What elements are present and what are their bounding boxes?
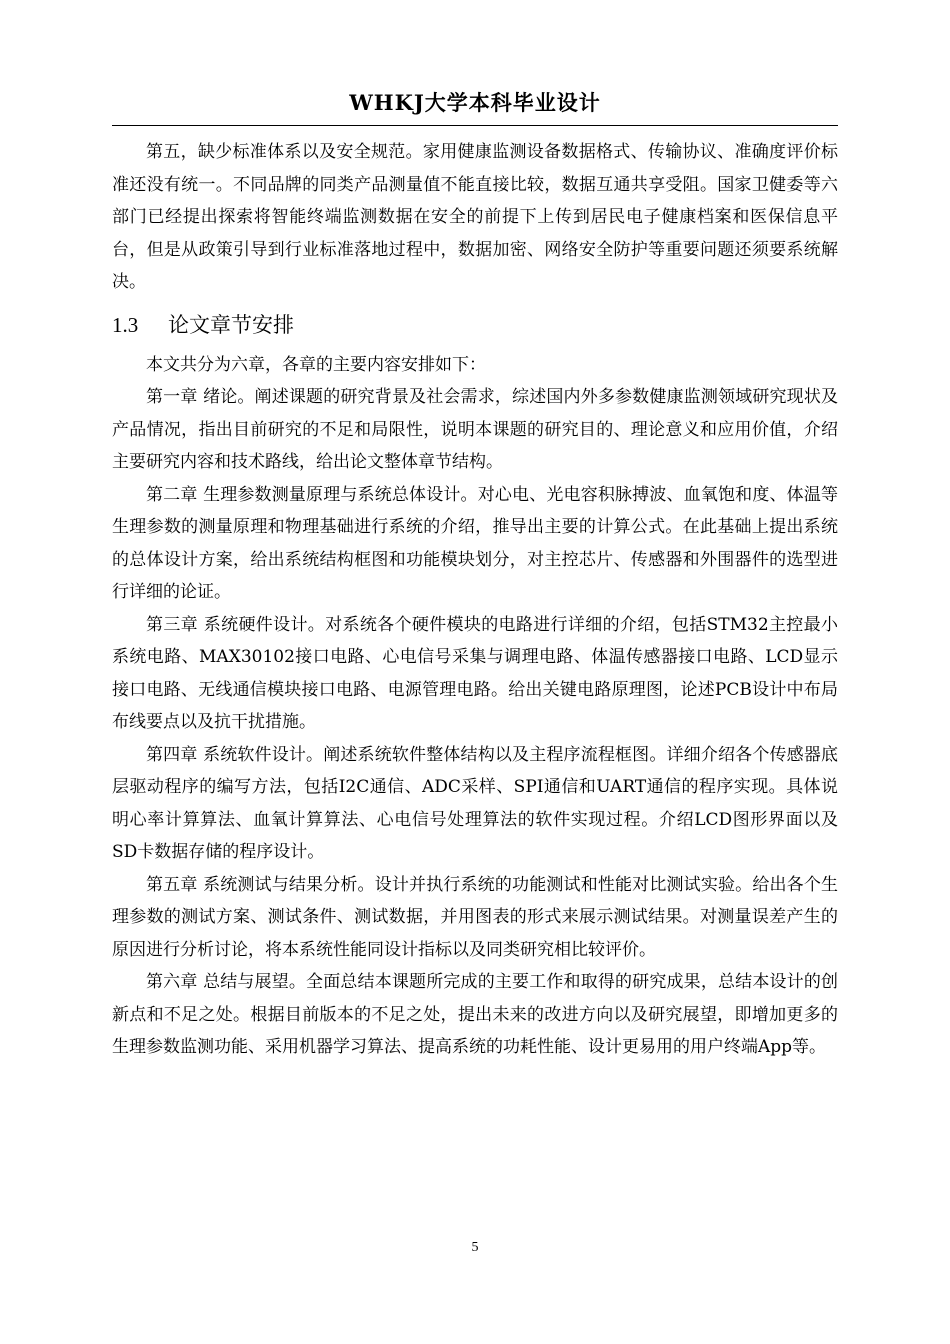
section-heading <box>112 305 838 345</box>
body-text <box>112 136 838 1064</box>
paragraph-chapter-4: 第四章 系统软件设计。阐述系统软件整体结构以及主程序流程框图。详细介绍各个传感器底层驱动程序的编写方法，包括I2C通信、ADC采样、SPI通信和UART通信的程序实现。具体说明心率计算算法、血氧计算算法、心电信号处理算法的软件实现过程。介绍LCD图形界面以及SD卡数据存储的程序设计。 <box>112 744 838 862</box>
paragraph-intro: 本文共分为六章，各章的主要内容安排如下： <box>146 354 486 375</box>
section-number: 1.3 <box>112 312 139 337</box>
paragraph-chapter-1: 第一章 绪论。阐述课题的研究背景及社会需求，综述国内外多参数健康监测领域研究现状及产品情况，指出目前研究的不足和局限性，说明本课题的研究目的、理论意义和应用价值，介绍主要研究内容和技术路线，给出论文整体章节结构。 <box>112 387 838 472</box>
paragraph-chapter-3: 第三章 系统硬件设计。对系统各个硬件模块的电路进行详细的介绍，包括STM32主控最小系统电路、MAX30102接口电路、心电信号采集与调理电路、体温传感器接口电路、LCD显示接口电路、无线通信模块接口电路、电源管理电路。给出关键电路原理图，论述PCB设计中布局布线要点以及抗干扰措施。 <box>112 614 838 732</box>
page-header-title: WHKJ大学本科毕业设计 <box>349 90 601 115</box>
section-title: 论文章节安排 <box>168 312 294 337</box>
page-number: 5 <box>471 1240 479 1255</box>
paragraph-chapter-2: 第二章 生理参数测量原理与系统总体设计。对心电、光电容积脉搏波、血氧饱和度、体温等生理参数的测量原理和物理基础进行系统的介绍，推导出主要的计算公式。在此基础上提出系统的总体设计方案，给出系统结构框图和功能模块划分，对主控芯片、传感器和外围器件的选型进行详细的论证。 <box>112 484 838 602</box>
paragraph-chapter-6: 第六章 总结与展望。全面总结本课题所完成的主要工作和取得的研究成果，总结本设计的创新点和不足之处。根据目前版本的不足之处，提出未来的改进方向以及研究展望，即增加更多的生理参数监测功能、采用机器学习算法、提高系统的功耗性能、设计更易用的用户终端App等。 <box>112 972 838 1057</box>
header-rule <box>112 125 838 126</box>
paragraph-chapter-5: 第五章 系统测试与结果分析。设计并执行系统的功能测试和性能对比测试实验。给出各个生理参数的测试方案、测试条件、测试数据，并用图表的形式来展示测试结果。对测量误差产生的原因进行分析讨论，将本系统性能同设计指标以及同类研究相比较评价。 <box>112 874 838 960</box>
paragraph-fifth-point: 第五，缺少标准体系以及安全规范。家用健康监测设备数据格式、传输协议、准确度评价标准还没有统一。不同品牌的同类产品测量值不能直接比较，数据互通共享受阻。国家卫健委等六部门已经提出探索将智能终端监测数据在安全的前提下上传到居民电子健康档案和医保信息平台，但是从政策引导到行业标准落地过程中，数据加密、网络安全防护等重要问题还须要系统解决。 <box>112 142 838 292</box>
